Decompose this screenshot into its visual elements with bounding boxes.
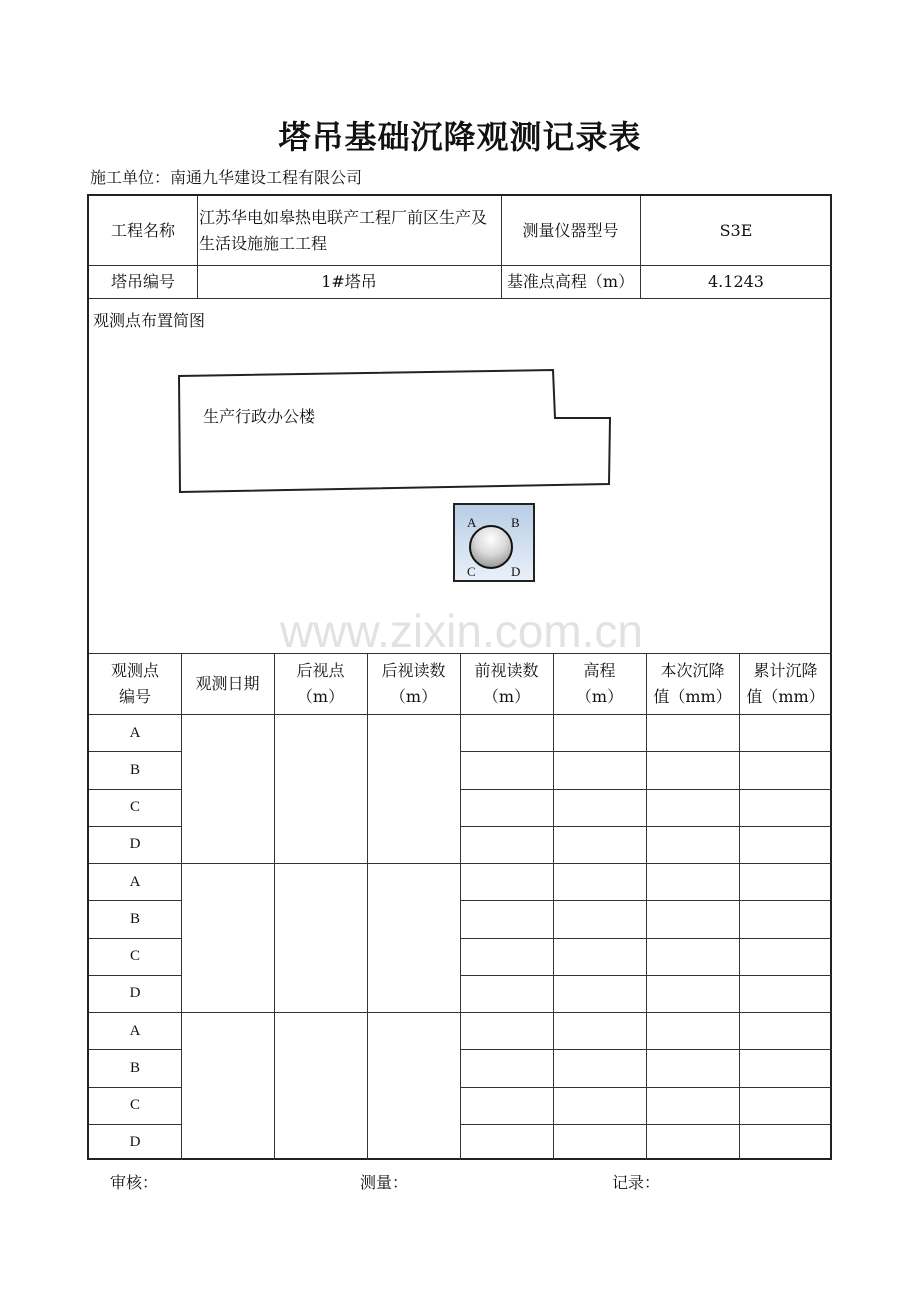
project-name-value: 江苏华电如皋热电联产工程厂前区生产及生活设施施工工程 (199, 207, 488, 253)
column-header (367, 653, 460, 714)
column-header (460, 653, 553, 714)
column-header (274, 653, 367, 714)
crane-number-value: 1#塔吊 (321, 271, 377, 291)
observation-value-cell[interactable] (646, 751, 739, 788)
observation-value-cell[interactable] (739, 789, 832, 826)
observation-value-cell[interactable] (646, 938, 739, 975)
group-value-cell[interactable] (274, 714, 367, 863)
column-header-line: 高程 (583, 660, 616, 680)
diagram-label: 观测点布置简图 (93, 311, 206, 330)
instrument-label: 测量仪器型号 (522, 220, 619, 240)
group-value-cell[interactable] (367, 1012, 460, 1161)
observation-point-id: A (129, 873, 141, 890)
observation-value-cell[interactable] (460, 789, 553, 826)
observation-point-id: C (129, 948, 140, 965)
observation-point-id: C (129, 1097, 140, 1114)
observation-value-cell[interactable] (739, 1049, 832, 1086)
crane-number-label: 塔吊编号 (110, 271, 175, 291)
observation-value-cell[interactable] (553, 975, 646, 1012)
page-title: 塔吊基础沉降观测记录表 (278, 118, 642, 156)
observation-value-cell[interactable] (646, 1012, 739, 1049)
group-value-cell[interactable] (181, 863, 274, 1012)
review-signature: 审核： (110, 1173, 159, 1192)
building-outline (89, 196, 832, 656)
column-header-line: 累计沉降 (753, 660, 818, 680)
record-signature: 记录： (612, 1173, 661, 1192)
record-sheet (87, 194, 832, 1160)
observation-value-cell[interactable] (739, 863, 832, 900)
point-label-c: C (467, 564, 476, 579)
construction-unit: 施工单位：南通九华建设工程有限公司 (90, 168, 363, 187)
observation-value-cell[interactable] (739, 1124, 832, 1161)
tower-crane-base (453, 503, 535, 582)
observation-value-cell[interactable] (460, 975, 553, 1012)
observation-value-cell[interactable] (739, 938, 832, 975)
column-header (553, 653, 646, 714)
observation-value-cell[interactable] (739, 1012, 832, 1049)
column-header-line: 观测日期 (195, 673, 260, 693)
observation-value-cell[interactable] (553, 1012, 646, 1049)
group-value-cell[interactable] (274, 1012, 367, 1161)
observation-value-cell[interactable] (460, 863, 553, 900)
observation-value-cell[interactable] (460, 714, 553, 751)
column-header-line: 值（mm） (653, 686, 732, 706)
observation-value-cell[interactable] (646, 1124, 739, 1161)
observation-value-cell[interactable] (646, 1087, 739, 1124)
observation-value-cell[interactable] (646, 789, 739, 826)
column-header-line: 前视读数 (474, 660, 539, 680)
observation-value-cell[interactable] (553, 1124, 646, 1161)
observation-value-cell[interactable] (739, 826, 832, 863)
point-label-a: A (467, 515, 477, 530)
observation-value-cell[interactable] (553, 1087, 646, 1124)
observation-value-cell[interactable] (646, 826, 739, 863)
observation-point-id: B (129, 910, 140, 927)
watermark: www.zixin.com.cn (280, 605, 643, 657)
column-header-line: 后视读数 (381, 660, 446, 680)
observation-value-cell[interactable] (646, 975, 739, 1012)
column-header-line: （m） (482, 686, 531, 706)
observation-value-cell[interactable] (460, 1049, 553, 1086)
group-value-cell[interactable] (181, 1012, 274, 1161)
observation-value-cell[interactable] (739, 975, 832, 1012)
observation-value-cell[interactable] (460, 938, 553, 975)
observation-value-cell[interactable] (553, 714, 646, 751)
observation-point-id: C (129, 799, 140, 816)
observation-value-cell[interactable] (739, 751, 832, 788)
observation-point-id: B (129, 761, 140, 778)
benchmark-label: 基准点高程（m） (506, 271, 635, 291)
observation-value-cell[interactable] (460, 751, 553, 788)
observation-value-cell[interactable] (646, 900, 739, 937)
observation-point-id: D (129, 1134, 141, 1151)
observation-value-cell[interactable] (646, 714, 739, 751)
column-header (646, 653, 739, 714)
column-header-line: 后视点 (296, 660, 345, 680)
observation-value-cell[interactable] (553, 900, 646, 937)
project-name-label: 工程名称 (110, 220, 175, 240)
observation-value-cell[interactable] (739, 714, 832, 751)
group-value-cell[interactable] (181, 714, 274, 863)
observation-value-cell[interactable] (646, 863, 739, 900)
observation-value-cell[interactable] (739, 900, 832, 937)
observation-value-cell[interactable] (460, 1087, 553, 1124)
observation-value-cell[interactable] (553, 751, 646, 788)
observation-value-cell[interactable] (460, 900, 553, 937)
group-value-cell[interactable] (367, 714, 460, 863)
instrument-value: S3E (719, 220, 753, 240)
point-label-b: B (511, 515, 520, 530)
observation-point-id: B (129, 1059, 140, 1076)
benchmark-value: 4.1243 (708, 271, 764, 291)
observation-value-cell[interactable] (553, 938, 646, 975)
observation-value-cell[interactable] (553, 789, 646, 826)
observation-value-cell[interactable] (739, 1087, 832, 1124)
observation-value-cell[interactable] (553, 826, 646, 863)
column-header (181, 653, 274, 714)
observation-point-id: D (129, 836, 141, 853)
column-header-line: 值（mm） (746, 686, 825, 706)
observation-value-cell[interactable] (553, 1049, 646, 1086)
measure-signature: 测量： (360, 1173, 409, 1192)
column-header-line: （m） (389, 686, 438, 706)
point-label-d: D (511, 564, 521, 579)
observation-value-cell[interactable] (646, 1049, 739, 1086)
observation-value-cell[interactable] (460, 1012, 553, 1049)
observation-point-id: A (129, 1022, 141, 1039)
observation-value-cell[interactable] (460, 826, 553, 863)
observation-value-cell[interactable] (460, 1124, 553, 1161)
observation-point-id: A (129, 724, 141, 741)
group-value-cell[interactable] (367, 863, 460, 1012)
column-header (89, 653, 181, 714)
column-header-line: 观测点 (110, 660, 159, 680)
observation-point-id: D (129, 985, 141, 1002)
observation-value-cell[interactable] (553, 863, 646, 900)
column-header-line: （m） (575, 686, 624, 706)
column-header-line: 本次沉降 (660, 660, 725, 680)
tower-crane-foundation-icon (469, 525, 513, 569)
group-value-cell[interactable] (274, 863, 367, 1012)
building-label: 生产行政办公楼 (203, 407, 316, 426)
column-header-line: （m） (296, 686, 345, 706)
column-header (739, 653, 832, 714)
column-header-line: 编号 (118, 686, 151, 706)
